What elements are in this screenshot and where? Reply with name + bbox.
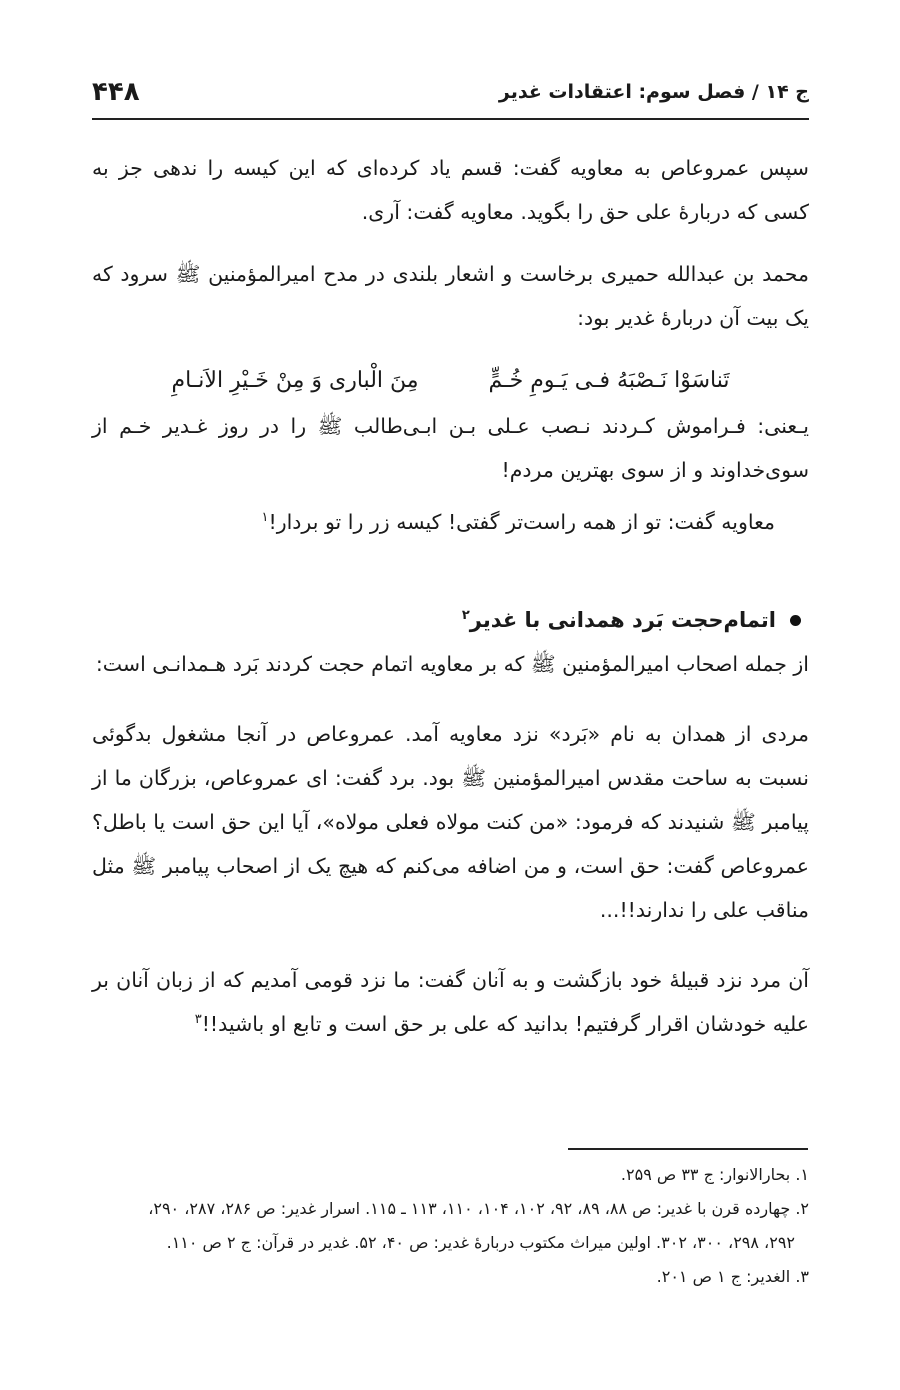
footnote-divider bbox=[568, 1148, 808, 1150]
footnote-ref-3: ۳ bbox=[194, 1012, 202, 1028]
footnote-1: ۱. بحارالانوار: ج ۳۳ ص ۲۵۹. bbox=[620, 1165, 809, 1184]
paragraph-7 bbox=[92, 958, 809, 1046]
paragraph-1: سپس عمروعاص به معاویه گفت: قسم یاد کرده‌ای که این کیسه را ندهی جز به کسی که دربارهٔ علی حق را بگوید. معاویه گفت: آری. bbox=[92, 156, 809, 224]
footnote-3: ۳. الغدیر: ج ۱ ص ۲۰۱. bbox=[656, 1267, 809, 1286]
footnote-2: ۲. چهارده قرن با غدیر: ص ۸۸، ۸۹، ۹۲، ۱۰۲، ۱۰۴، ۱۱۰، ۱۱۳ ـ ۱۱۵. اسرار غدیر: ص ۲۸۶، ۲۸۷، ۲۹۰، bbox=[148, 1199, 809, 1218]
footnote-2-continued: ۲۹۲، ۲۹۸، ۳۰۰، ۳۰۲. اولین میراث مکتوب دربارهٔ غدیر: ص ۴۰، ۵۲. غدیر در قرآن: ج ۲ ص ۱۱۰. bbox=[166, 1233, 795, 1252]
section-heading bbox=[92, 598, 809, 642]
paragraph-5: از جمله اصحاب امیرالمؤمنین ﷺ که بر معاویه اتمام حجت کردند بَرد هـمدانـی است: bbox=[95, 652, 809, 676]
section-heading-text: اتمام‌حجت بَرد همدانی با غدیر bbox=[469, 608, 776, 632]
paragraph-3: یـعنی: فـراموش کـردند نـصب عـلی بـن ابـی‌طالب ﷺ را در روز غـدیر خـم از سوی‌خداوند و از سوی بهترین مردم! bbox=[92, 414, 809, 482]
paragraph-6: مردی از همدان به نام «بَرد» نزد معاویه آمد. عمروعاص در آنجا مشغول بدگوئی نسبت به ساحت مقدس امیرالمؤمنین ﷺ بود. برد گفت: ای عمروعاص، بزرگان ما از پیامبر ﷺ شنیدند که فرمود: «من کنت مولاه فعلی مولاه»، آیا این حق است یا باطل؟ عمروعاص گفت: حق است، و من اضافه می‌کنم که هیچ یک از اصحاب پیامبر ﷺ مثل مناقب علی را ندارند!!... bbox=[92, 722, 809, 922]
page-number: ۴۴۸ bbox=[92, 77, 140, 107]
page-header bbox=[92, 66, 809, 120]
poem-hemistich-2: مِنَ الْباری وَ مِنْ خَـیْرِ الاَنـامِ bbox=[171, 368, 419, 393]
section-heading-title bbox=[462, 598, 776, 642]
page-body bbox=[92, 146, 809, 1046]
poem-verse bbox=[92, 358, 809, 404]
footnote-ref-1: ۱ bbox=[261, 510, 269, 526]
paragraph-7-text: آن مرد نزد قبیلهٔ خود بازگشت و به آنان گفت: ما نزد قومی آمدیم که از زبان آنان بر علیه خودشان اقرار گرفتیم! بدانید که علی بر حق است و تابع او باشید!! bbox=[92, 968, 809, 1036]
running-title: ج ۱۴ / فصل سوم: اعتقادات غدیر bbox=[498, 81, 809, 103]
paragraph-4 bbox=[92, 500, 809, 544]
footnote-ref-2: ۲ bbox=[461, 608, 470, 623]
paragraph-4-text: معاویه گفت: تو از همه راست‌تر گفتی! کیسه زر را تو بردار! bbox=[268, 510, 775, 534]
paragraph-2: محمد بن عبدالله حمیری برخاست و اشعار بلندی در مدح امیرالمؤمنین ﷺ سرود که یک بیت آن دربارهٔ غدیر بود: bbox=[92, 262, 809, 330]
poem-hemistich-1: تَناسَوْا نَـصْبَهُ فـی یَـومِ خُـمٍّ bbox=[488, 368, 730, 393]
footnotes bbox=[92, 1158, 809, 1294]
bullet-icon bbox=[790, 615, 801, 626]
